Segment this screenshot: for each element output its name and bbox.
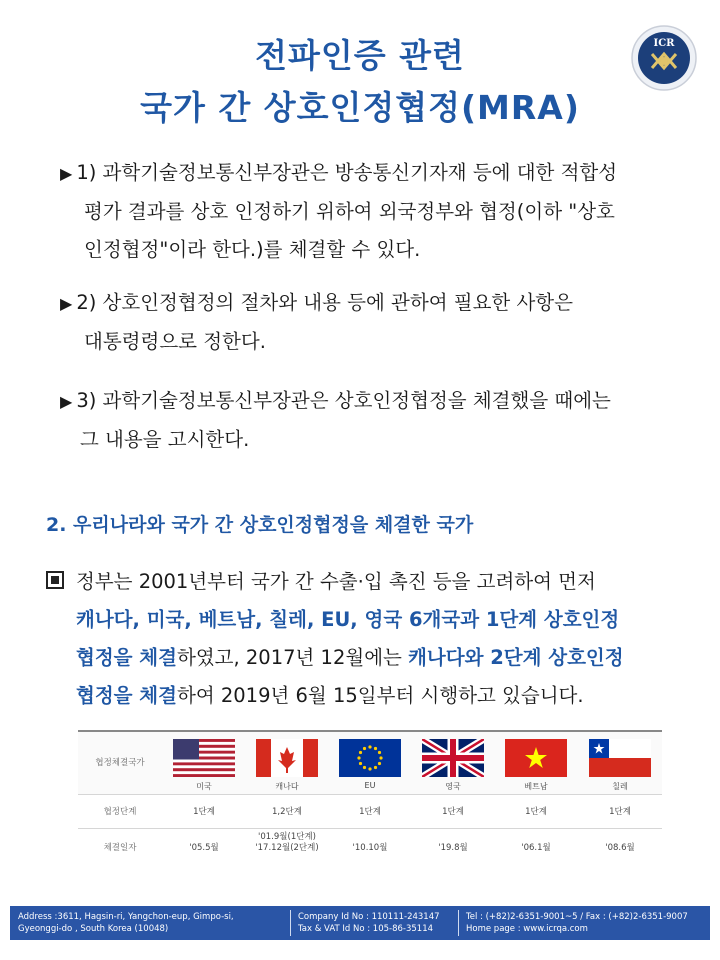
page-title-line2: 국가 간 상호인정협정(MRA) bbox=[140, 88, 580, 127]
vietnam-flag-icon bbox=[505, 739, 567, 777]
footer-bar bbox=[10, 906, 710, 940]
item-3: ▶ 3) 과학기술정보통신부장관은 상호인정협정을 체결했을 때에는 그 내용을 고시한다. bbox=[60, 389, 611, 451]
page-title-line1: 전파인증 관련 bbox=[255, 36, 465, 75]
row-header-stage: 협정단계 bbox=[103, 807, 137, 817]
row-header-date: 체결일자 bbox=[103, 843, 137, 853]
country-chile: 칠레 bbox=[578, 732, 662, 794]
table-row-countries bbox=[78, 732, 662, 795]
triangle-bullet-icon: ▶ bbox=[60, 294, 73, 313]
chile-flag-icon bbox=[589, 739, 651, 777]
footer-address: Address :3611, Hagsin-ri, Yangchon-eup, Gimpo-si, Gyeonggi-do , South Korea (10048) bbox=[18, 912, 234, 934]
footer-divider bbox=[290, 910, 291, 936]
mra-country-table bbox=[78, 730, 662, 864]
footer-company-ids: Company Id No : 110111-243147 Tax & VAT Id No : 105-86-35114 bbox=[298, 912, 440, 934]
canada-flag-icon bbox=[256, 739, 318, 777]
triangle-bullet-icon: ▶ bbox=[60, 164, 73, 183]
eu-flag-icon bbox=[339, 739, 401, 777]
country-eu: EU bbox=[328, 732, 412, 794]
table-row-date: 체결일자 '05.5월 '01.9월(1단계) '17.12월(2단계) '10.10월 '19.8월 '06.1월 '08.6월 bbox=[78, 828, 662, 864]
footer-contact: Tel : (+82)2-6351-9001~5 / Fax : (+82)2-6351-9007 Home page : www.icrqa.com bbox=[466, 912, 688, 934]
us-flag-icon bbox=[173, 739, 235, 777]
icr-logo bbox=[630, 24, 698, 92]
uk-flag-icon bbox=[422, 739, 484, 777]
item-2: ▶ 2) 상호인정협정의 절차와 내용 등에 관하여 필요한 사항은 대통령령으로 정한다. bbox=[60, 291, 573, 353]
country-us: 미국 bbox=[162, 732, 246, 794]
footer-divider bbox=[458, 910, 459, 936]
country-vietnam: 베트남 bbox=[494, 732, 578, 794]
country-uk: 영국 bbox=[411, 732, 495, 794]
svg-text:ICR: ICR bbox=[653, 38, 675, 49]
mra-paragraph: 정부는 2001년부터 국가 간 수출·입 촉진 등을 고려하여 먼저 캐나다, 미국, 베트남, 칠레, EU, 영국 6개국과 1단계 상호인정 협정을 체결하였고, 2017년 12월에는 캐나다와 2단계 상호인정 협정을 체결하여 2019년 6월 15일부터 시행하고 있습니다. bbox=[46, 563, 706, 715]
country-canada: 캐나다 bbox=[245, 732, 329, 794]
row-header-countries: 협정체결국가 bbox=[95, 758, 145, 768]
square-bullet-icon bbox=[46, 571, 64, 589]
section-title: 2. 우리나라와 국가 간 상호인정협정을 체결한 국가 bbox=[46, 514, 474, 536]
triangle-bullet-icon: ▶ bbox=[60, 392, 73, 411]
homepage-link[interactable]: Home page : www.icrqa.com bbox=[466, 924, 588, 934]
table-row-stage: 협정단계 1단계 1,2단계 1단계 1단계 1단계 1단계 bbox=[78, 794, 662, 829]
item-1: ▶ 1) 과학기술정보통신부장관은 방송통신기자재 등에 대한 적합성 평가 결과를 상호 인정하기 위하여 외국정부와 협정(이하 "상호 인정협정"이라 한다.)를 체결할 수 있다. bbox=[60, 161, 618, 261]
